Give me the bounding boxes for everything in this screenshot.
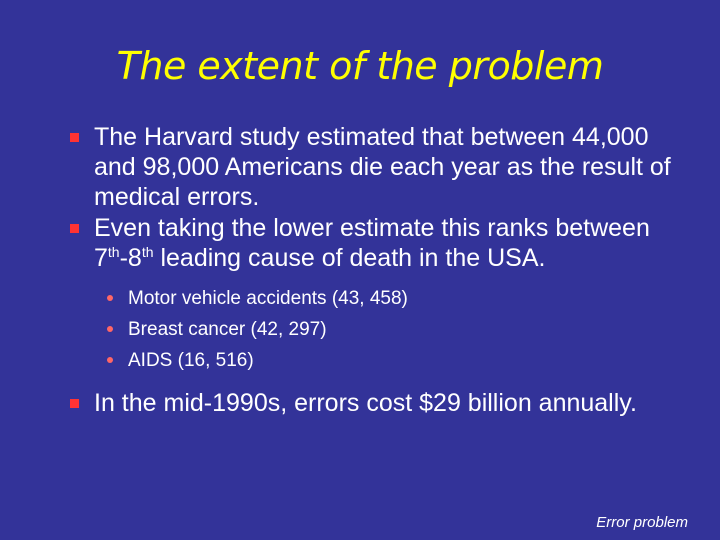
sub-bullet-text: Breast cancer (42, 297) <box>128 319 327 340</box>
dot-bullet-icon <box>107 295 113 301</box>
ordinal-suffix: th <box>107 244 120 260</box>
square-bullet-icon <box>70 224 79 233</box>
bullet-text: The Harvard study estimated that between 44,000 and 98,000 Americans die each year as the result of medical errors. <box>94 123 671 211</box>
bullet-text: In the mid-1990s, errors cost $29 billion annually. <box>94 389 637 417</box>
bullet-item <box>68 213 678 273</box>
bullet-text-part: Even taking the lower estimate this ranks between 7 <box>94 214 650 272</box>
square-bullet-icon <box>70 399 79 408</box>
bullet-text-part: -8 <box>119 244 142 272</box>
bullet-item <box>68 388 678 418</box>
slide-footer: Error problem <box>596 514 688 531</box>
sub-bullet-item <box>68 283 678 314</box>
ordinal-suffix: th <box>141 244 154 260</box>
square-bullet-icon <box>70 133 79 142</box>
sub-bullet-text: Motor vehicle accidents (43, 458) <box>128 288 408 309</box>
bullet-list <box>68 122 678 419</box>
sub-bullet-text: AIDS (16, 516) <box>128 350 254 371</box>
bullet-text-part: leading cause of death in the USA. <box>153 244 546 272</box>
bullet-item <box>68 122 678 212</box>
sub-bullet-item <box>68 345 678 376</box>
sub-bullet-list <box>68 283 678 376</box>
dot-bullet-icon <box>107 357 113 363</box>
sub-bullet-item <box>68 314 678 345</box>
dot-bullet-icon <box>107 326 113 332</box>
slide-title: The extent of the problem <box>116 44 604 88</box>
